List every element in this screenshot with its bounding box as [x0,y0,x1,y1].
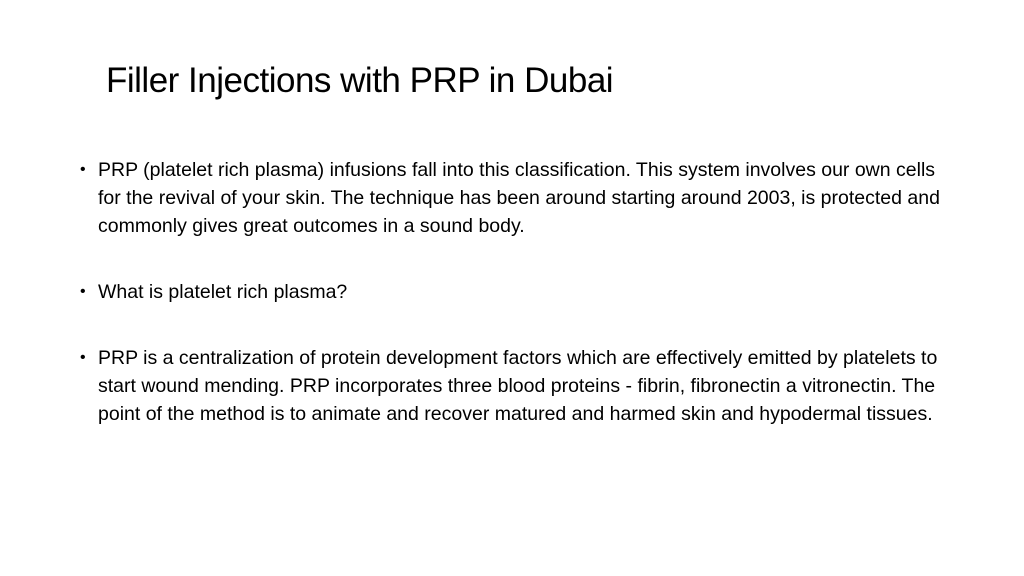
bullet-item [76,344,956,428]
bullet-item [76,156,956,240]
bullet-text: What is platelet rich plasma? [98,281,348,303]
bullet-item [76,278,956,306]
bullet-text: PRP is a centralization of protein development factors which are effectively emitted by platelets to start wound mending. PRP incorporates three blood proteins - fibrin, fibronectin a vitronectin. The point of the method is to animate and recover matured and harmed skin and hypodermal tissues. [98,347,938,425]
bullet-list [76,156,956,428]
slide-title: Filler Injections with PRP in Dubai [106,61,614,100]
bullet-text: PRP (platelet rich plasma) infusions fall into this classification. This system involves our own cells for the revival of your skin. The technique has been around starting around 2003, is protected and commonly gives great outcomes in a sound body. [98,159,940,237]
bullet-dot-icon: • [80,283,86,300]
bullet-dot-icon: • [80,161,86,178]
bullet-dot-icon: • [80,349,86,366]
